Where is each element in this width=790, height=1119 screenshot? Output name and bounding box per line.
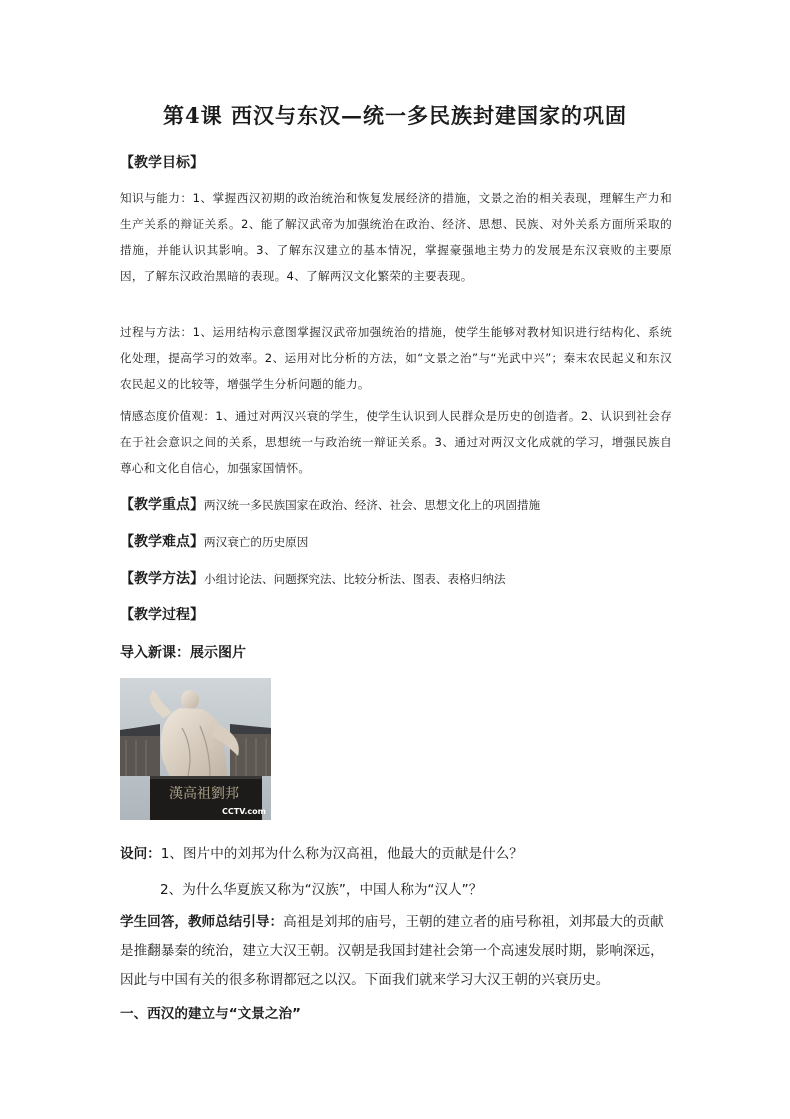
intro-heading: 导入新课：展示图片 (120, 645, 246, 661)
liu-bang-statue-image (120, 678, 271, 820)
key-point-label: 【教学重点】 (120, 497, 204, 513)
answer-label: 学生回答，教师总结引导： (120, 914, 284, 930)
goals-process-paragraph: 过程与方法：1、运用结构示意图掌握汉武帝加强统治的措施，使学生能够对教材知识进行结构化、系统化处理，提高学习的效率。2、运用对比分析的方法，如“文景之治”与“光武中兴”；秦末农民起义和东汉农民起义的比较等，增强学生分析问题的能力。 (120, 325, 672, 391)
statue-inscription: 漢高祖劉邦 (169, 786, 239, 802)
answer-paragraph (120, 908, 672, 995)
question-line-1 (120, 842, 523, 862)
question-line-2: 2、为什么华夏族又称为“汉族”，中国人称为“汉人”？ (160, 882, 483, 898)
key-point-text: 两汉统一多民族国家在政治、经济、社会、思想文化上的巩固措施 (204, 498, 541, 512)
method-line (120, 568, 505, 588)
process-heading: 【教学过程】 (120, 607, 204, 623)
answer-text: 高祖是刘邦的庙号，王朝的建立者的庙号称祖，刘邦最大的贡献是推翻暴秦的统治，建立大汉王朝。汉朝是我国封建社会第一个高速发展时期，影响深远，因此与中国有关的很多称谓都冠之以汉。下面我们就来学习大汉王朝的兴衰历史。 (120, 914, 664, 988)
cctv-logo: CCTV.com (222, 807, 266, 816)
section-1-heading: 一、西汉的建立与“文景之治” (120, 1006, 301, 1022)
method-label: 【教学方法】 (120, 571, 204, 587)
goals-knowledge-paragraph: 知识与能力：1、掌握西汉初期的政治统治和恢复发展经济的措施，文景之治的相关表现，理解生产力和生产关系的辩证关系。2、能了解汉武帝为加强统治在政治、经济、思想、民族、对外关系方面所采取的措施，并能认识其影响。3、了解东汉建立的基本情况，掌握豪强地主势力的发展是东汉衰败的主要原因，了解东汉政治黑暗的表现。4、了解两汉文化繁荣的主要表现。 (120, 191, 672, 283)
page-title: 第4课 西汉与东汉—统一多民族封建国家的巩固 (163, 103, 627, 128)
method-text: 小组讨论法、问题探究法、比较分析法、图表、表格归纳法 (204, 572, 506, 586)
question-label: 设问： (120, 846, 161, 862)
difficulty-line (120, 531, 308, 551)
difficulty-text: 两汉衰亡的历史原因 (204, 535, 309, 549)
goals-emotion-paragraph: 情感态度价值观：1、通过对两汉兴衰的学生，使学生认识到人民群众是历史的创造者。2、认识到社会存在于社会意识之间的关系，思想统一与政治统一辩证关系。3、通过对两汉文化成就的学习，增强民族自尊心和文化自信心，加强家国情怀。 (120, 409, 672, 475)
goals-heading: 【教学目标】 (120, 155, 204, 171)
question-1-text: 1、图片中的刘邦为什么称为汉高祖，他最大的贡献是什么？ (160, 846, 523, 862)
difficulty-label: 【教学难点】 (120, 534, 204, 550)
key-point-line (120, 494, 540, 514)
